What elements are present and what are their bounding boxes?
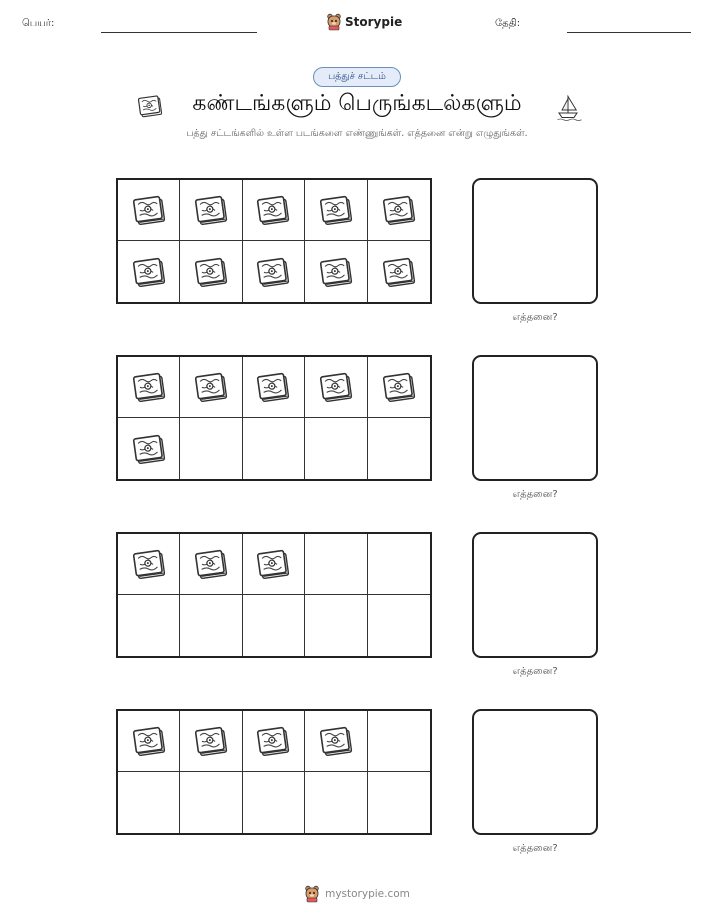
atlas-book-icon xyxy=(191,252,231,292)
frame-cell xyxy=(243,772,305,833)
frame-cell xyxy=(118,241,180,302)
frame-cell xyxy=(243,595,305,656)
atlas-book-icon xyxy=(253,544,293,584)
frame-cell xyxy=(368,711,430,772)
atlas-book-icon xyxy=(191,367,231,407)
frame-cell xyxy=(305,180,367,241)
answer-box-4[interactable] xyxy=(472,709,598,835)
storypie-logo-icon xyxy=(326,13,342,31)
page-title: கண்டங்களும் பெருங்கடல்களும் xyxy=(192,91,522,116)
ten-frame-3 xyxy=(116,532,432,658)
instructions: பத்து சட்டங்களில் உள்ள படங்களை எண்ணுங்கள். எத்தனை என்று எழுதுங்கள். xyxy=(186,128,528,139)
date-label: தேதி: xyxy=(495,18,521,29)
frame-cell xyxy=(243,241,305,302)
frame-cell xyxy=(305,418,367,479)
brand xyxy=(326,13,402,31)
footer xyxy=(0,885,714,903)
frame-cell xyxy=(305,534,367,595)
frame-cell xyxy=(305,595,367,656)
atlas-book-icon xyxy=(379,190,419,230)
how-many-label-4: எத்தனை? xyxy=(512,843,558,854)
sailboat-icon xyxy=(553,92,583,122)
frame-cell xyxy=(118,534,180,595)
how-many-label-2: எத்தனை? xyxy=(512,489,558,500)
how-many-label-3: எத்தனை? xyxy=(512,666,558,677)
frame-cell xyxy=(180,772,242,833)
atlas-book-icon xyxy=(191,544,231,584)
atlas-book-icon xyxy=(191,721,231,761)
answer-box-2[interactable] xyxy=(472,355,598,481)
ten-frame-2 xyxy=(116,355,432,481)
frame-cell xyxy=(368,534,430,595)
ten-frame-1 xyxy=(116,178,432,304)
atlas-book-icon xyxy=(316,252,356,292)
frame-cell xyxy=(243,357,305,418)
frame-cell xyxy=(368,357,430,418)
frame-cell xyxy=(305,772,367,833)
frame-cell xyxy=(118,180,180,241)
frame-cell xyxy=(180,595,242,656)
frame-cell xyxy=(180,534,242,595)
atlas-book-icon xyxy=(253,190,293,230)
frame-cell xyxy=(180,711,242,772)
storypie-logo-icon xyxy=(304,885,320,903)
atlas-book-icon xyxy=(129,252,169,292)
how-many-label-1: எத்தனை? xyxy=(512,312,558,323)
atlas-book-icon xyxy=(129,429,169,469)
atlas-book-icon xyxy=(316,721,356,761)
frame-cell xyxy=(118,357,180,418)
answer-box-1[interactable] xyxy=(472,178,598,304)
frame-cell xyxy=(118,595,180,656)
frame-cell xyxy=(118,418,180,479)
brand-name: Storypie xyxy=(345,15,403,29)
atlas-book-icon xyxy=(129,190,169,230)
frame-cell xyxy=(180,357,242,418)
atlas-book-icon xyxy=(253,367,293,407)
date-line[interactable] xyxy=(567,32,691,33)
frame-cell xyxy=(118,711,180,772)
frame-cell xyxy=(305,711,367,772)
atlas-book-icon xyxy=(129,367,169,407)
atlas-book-icon xyxy=(191,190,231,230)
frame-cell xyxy=(368,772,430,833)
ten-frame-4 xyxy=(116,709,432,835)
frame-cell xyxy=(305,241,367,302)
frame-cell xyxy=(118,772,180,833)
frame-cell xyxy=(243,534,305,595)
frame-cell xyxy=(180,418,242,479)
frame-cell xyxy=(368,418,430,479)
footer-url: mystorypie.com xyxy=(325,888,410,900)
frame-cell xyxy=(368,180,430,241)
ten-frame-badge: பத்துச் சட்டம் xyxy=(313,67,401,87)
frame-cell xyxy=(180,180,242,241)
frame-cell xyxy=(368,595,430,656)
atlas-book-icon xyxy=(129,544,169,584)
frame-cell xyxy=(243,180,305,241)
atlas-book-icon xyxy=(379,367,419,407)
atlas-book-icon xyxy=(129,721,169,761)
frame-cell xyxy=(180,241,242,302)
atlas-book-icon xyxy=(253,721,293,761)
atlas-book-icon xyxy=(316,367,356,407)
atlas-book-icon xyxy=(253,252,293,292)
frame-cell xyxy=(305,357,367,418)
name-line[interactable] xyxy=(101,32,257,33)
name-label: பெயர்: xyxy=(22,18,55,29)
atlas-book-icon xyxy=(316,190,356,230)
frame-cell xyxy=(243,711,305,772)
frame-cell xyxy=(368,241,430,302)
answer-box-3[interactable] xyxy=(472,532,598,658)
frame-cell xyxy=(243,418,305,479)
atlas-book-icon xyxy=(379,252,419,292)
